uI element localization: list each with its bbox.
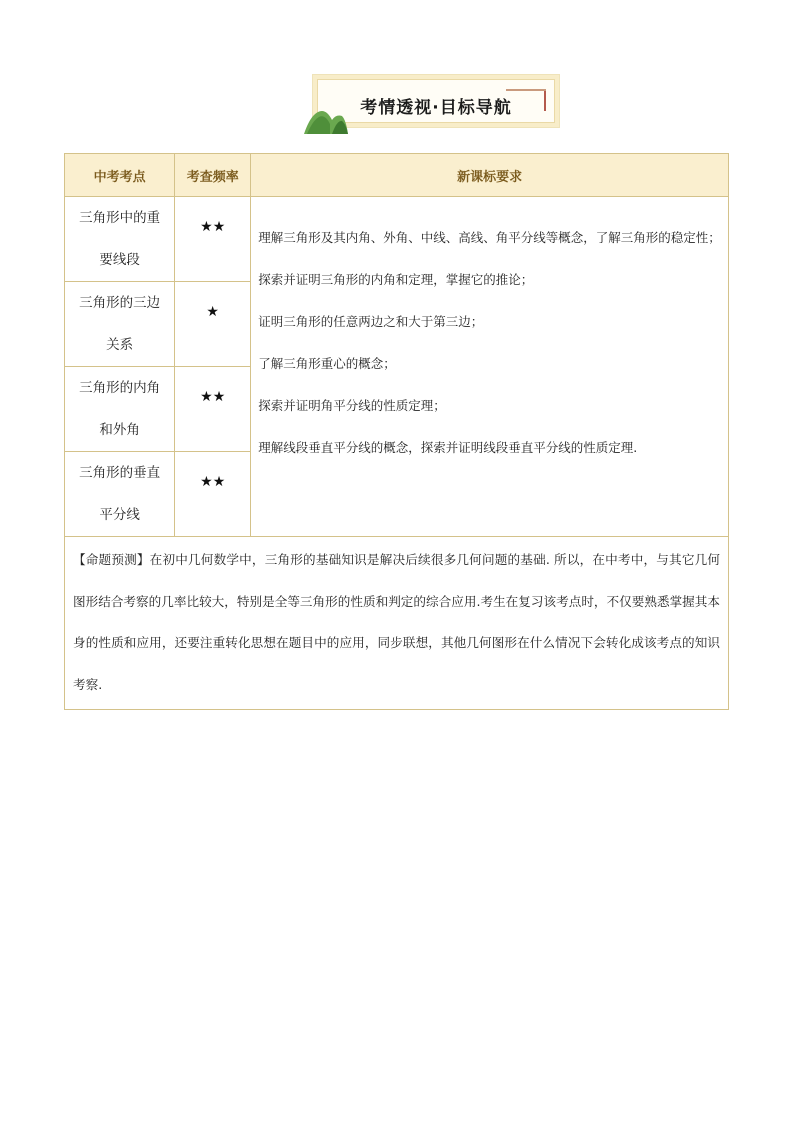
header-exam-point: 中考考点 xyxy=(65,154,175,197)
table-row xyxy=(65,197,729,282)
prediction-cell xyxy=(65,537,729,710)
topic-line: 三角形的三边 xyxy=(79,295,161,311)
topic-cell xyxy=(65,452,175,537)
frequency-stars: ★★ xyxy=(175,452,251,537)
hills-icon xyxy=(304,106,348,134)
topic-cell xyxy=(65,197,175,282)
banner-frame xyxy=(312,74,560,128)
topic-line: 和外角 xyxy=(99,422,140,438)
banner-title: 考情透视·目标导航 xyxy=(360,98,512,118)
prediction-text: 【命题预测】在初中几何数学中，三角形的基础知识是解决后续很多几何问题的基础. 所以，在中考中，与其它几何图形结合考察的几率比较大，特别是全等三角形的性质和判定的综合应用.考生在复习该考点时，不仅要熟悉掌握其本身的性质和应用，还要注重转化思想在题目中的应用，同步联想，其他几何图形在什么情况下会转化成该考点的知识考察. xyxy=(73,552,720,692)
banner-inner-frame xyxy=(317,79,555,123)
requirement-line: 理解三角形及其内角、外角、中线、高线、角平分线等概念，了解三角形的稳定性； xyxy=(258,230,721,245)
frequency-stars: ★ xyxy=(175,282,251,367)
requirement-line: 探索并证明三角形的内角和定理，掌握它的推论； xyxy=(258,272,534,287)
requirements-cell xyxy=(251,197,729,537)
frequency-stars: ★★ xyxy=(175,367,251,452)
topic-line: 三角形的垂直 xyxy=(79,465,161,481)
topic-line: 关系 xyxy=(106,337,134,353)
requirement-line: 了解三角形重心的概念； xyxy=(258,356,396,371)
topic-line: 三角形的内角 xyxy=(79,380,161,396)
topic-cell xyxy=(65,282,175,367)
header-frequency: 考查频率 xyxy=(175,154,251,197)
section-banner xyxy=(304,72,562,134)
table-header-row xyxy=(65,154,729,197)
banner-accent-vertical xyxy=(544,89,546,111)
topic-line: 要线段 xyxy=(99,252,140,268)
prediction-row xyxy=(65,537,729,710)
header-requirements: 新课标要求 xyxy=(251,154,729,197)
topic-line: 平分线 xyxy=(99,507,140,523)
frequency-stars: ★★ xyxy=(175,197,251,282)
requirement-line: 证明三角形的任意两边之和大于第三边； xyxy=(258,314,484,329)
topic-line: 三角形中的重 xyxy=(79,210,161,226)
exam-points-table xyxy=(64,153,729,710)
requirement-line: 理解线段垂直平分线的概念，探索并证明线段垂直平分线的性质定理. xyxy=(258,440,638,455)
banner-accent-horizontal xyxy=(506,89,546,91)
requirement-line: 探索并证明角平分线的性质定理； xyxy=(258,398,446,413)
topic-cell xyxy=(65,367,175,452)
